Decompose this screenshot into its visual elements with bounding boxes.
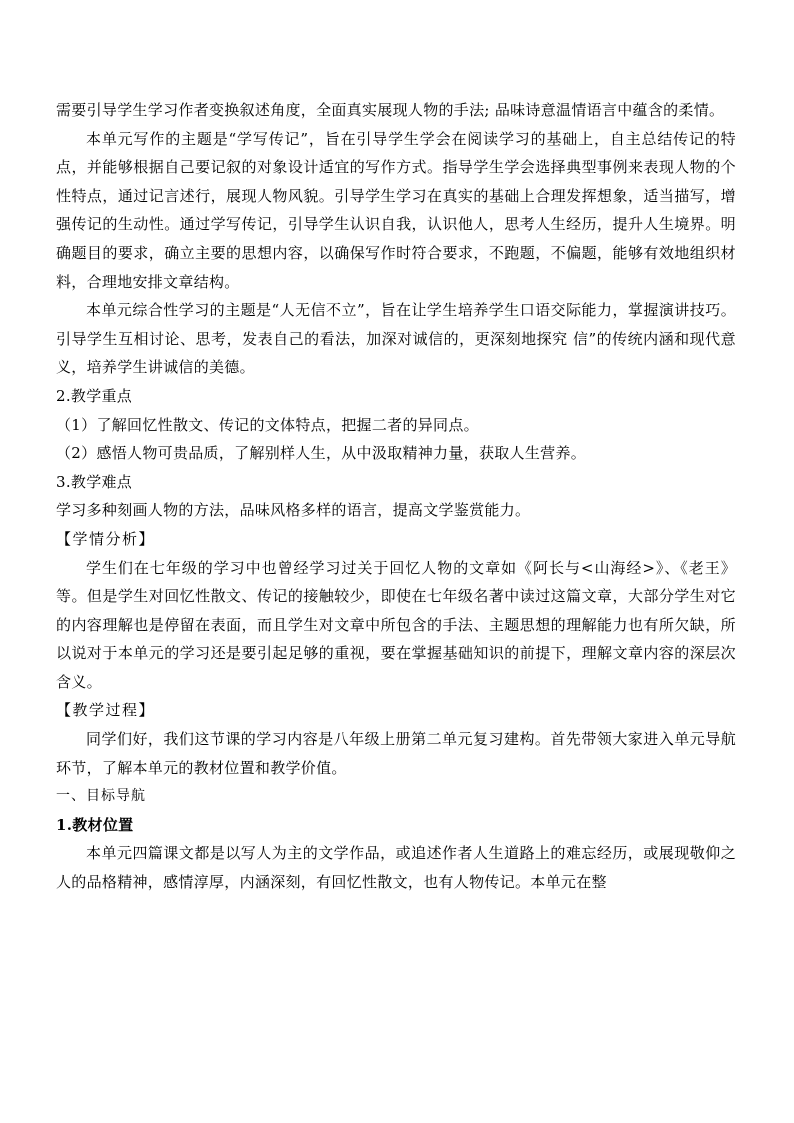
- document-body: [56, 96, 736, 897]
- heading-teaching-process: 【教学过程】: [56, 701, 156, 720]
- paragraph-writing-theme: 本单元写作的主题是“学写传记”，旨在引导学生学会在阅读学习的基础上，自主总结传记的特点，并能够根据自己要记叙的对象设计适宜的写作方式。指导学生学会选择典型事例来表现人物的个性特点，通过记言述行，展现人物风貌。引导学生学习在真实的基础上合理发挥想象，适当描写，增强传记的生动性。通过学写传记，引导学生认识自我，认识他人，思考人生经历，提升人生境界。明确题目的要求，确立主要的思想内容，以确保写作时符合要求，不跑题，不偏题，能够有效地组织材料，合理地安排文章结构。: [56, 129, 736, 291]
- paragraph-teaching-process: 同学们好，我们这节课的学习内容是八年级上册第二单元复习建构。首先带领大家进入单元导航环节，了解本单元的教材位置和教学价值。: [56, 730, 736, 777]
- paragraph-intro-continuation: 需要引导学生学习作者变换叙述角度，全面真实展现人物的手法; 品味诗意温情语言中蕴含的柔情。: [56, 101, 725, 119]
- focus-item-1: （1）了解回忆性散文、传记的文体特点，把握二者的异同点。: [56, 415, 479, 434]
- paragraph-textbook-position: 本单元四篇课文都是以写人为主的文学作品，或追述作者人生道路上的难忘经历，或展现敬仰之人的品格精神，感情淳厚，内涵深刻，有回忆性散文，也有人物传记。本单元在整: [56, 844, 736, 892]
- paragraph-student-analysis: 学生们在七年级的学习中也曾经学习过关于回忆人物的文章如《阿长与<山海经>》、《老王》等。但是学生对回忆性散文、传记的接触较少，即使在七年级名著中读过这篇文章，大部分学生对它的内容理解也是停留在表面，而且学生对文章中所包含的手法、主题思想的理解能力也有所欠缺，所以说对于本单元的学习还是要引起足够的重视，要在掌握基础知识的前提下，理解文章内容的深层次含义。: [56, 558, 736, 691]
- heading-teaching-focus: 2.教学重点: [56, 386, 133, 405]
- difficulty-text: 学习多种刻画人物的方法，品味风格多样的语言，提高文学鉴赏能力。: [56, 501, 531, 520]
- heading-student-analysis: 【学情分析】: [56, 529, 156, 548]
- heading-goal-navigation: 一、目标导航: [56, 788, 146, 805]
- focus-item-2: （2）感悟人物可贵品质，了解别样人生，从中汲取精神力量，获取人生营养。: [56, 444, 587, 463]
- heading-textbook-position: 1.教材位置: [56, 815, 134, 834]
- heading-teaching-difficulty: 3.教学难点: [56, 472, 133, 491]
- paragraph-comprehensive-study: 本单元综合性学习的主题是“人无信不立”，旨在让学生培养学生口语交际能力，掌握演讲技巧。引导学生互相讨论、思考，发表自己的看法，加深对诚信的，更深刻地探究 信”的传统内涵和现代意义，培养学生讲诚信的美德。: [56, 301, 736, 377]
